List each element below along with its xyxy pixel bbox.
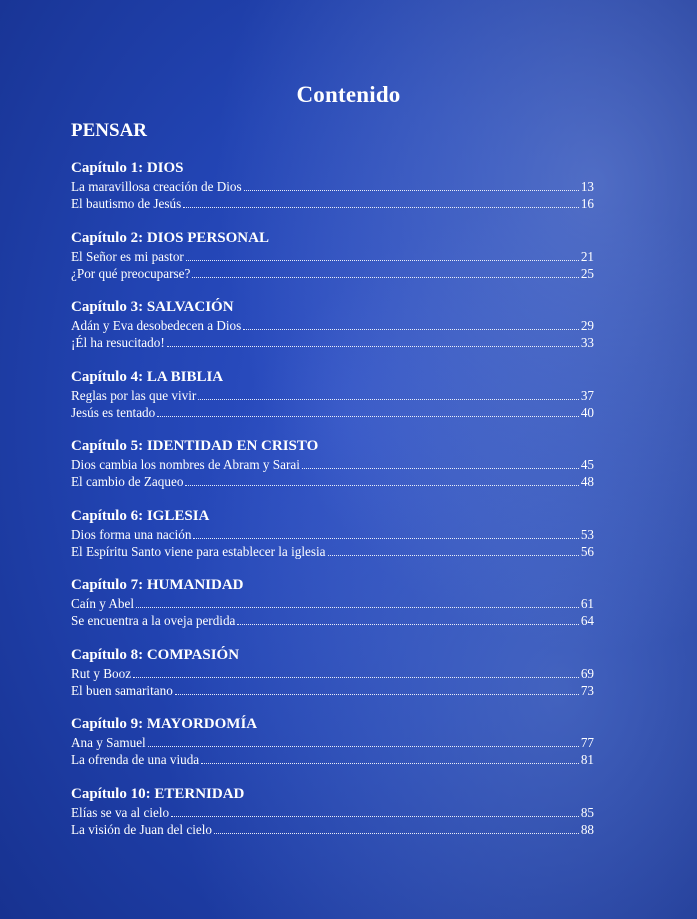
entry-page-number: 81 [580,752,594,767]
dot-leader [157,405,579,417]
dot-leader [183,196,579,208]
chapter-heading: Capítulo 9: MAYORDOMÍA [71,716,258,732]
chapter-heading: Capítulo 1: DIOS [71,160,184,176]
chapter-block [71,297,594,367]
entry-title: La maravillosa creación de Dios [71,179,242,194]
toc-entry [71,178,594,195]
chapter-block [71,575,594,645]
toc-entry [71,265,594,282]
dot-leader [167,335,579,347]
dot-leader [193,527,578,539]
entry-title: Elías se va al cielo [71,804,170,820]
dot-leader [136,596,579,608]
chapter-block [71,645,594,715]
chapter-block [71,436,594,506]
entry-title: Reglas por las que vivir [71,387,197,403]
chapter-heading: Capítulo 8: COMPASIÓN [71,646,240,663]
entry-page-number: 77 [580,735,594,750]
entry-title: Rut y Booz [71,665,132,681]
entry-title: Adán y Eva desobedecen a Dios [71,318,242,333]
page-title: Contenido [296,82,401,107]
dot-leader [133,666,579,678]
chapter-heading: Capítulo 2: DIOS PERSONAL [71,229,269,246]
toc-entry [71,682,594,699]
toc-entry [71,404,594,421]
dot-leader [244,179,579,191]
entry-page-number: 37 [580,387,594,403]
dot-leader [192,266,578,278]
toc-entry [71,804,594,821]
entry-page-number: 40 [580,404,594,420]
dot-leader [237,613,578,625]
toc-entry [71,195,594,212]
dot-leader [214,822,579,834]
toc-entry [71,387,594,404]
entry-title: El cambio de Zaqueo [71,474,184,489]
dot-leader [175,683,579,695]
toc-entry [71,612,594,629]
entry-title: ¿Por qué preocuparse? [71,265,191,281]
toc-entry [71,317,594,334]
entry-page-number: 33 [580,335,594,350]
entry-page-number: 85 [580,804,594,820]
entry-page-number: 73 [580,682,594,698]
section-heading: PENSAR [71,120,148,141]
entry-page-number: 25 [580,265,594,281]
dot-leader [243,318,579,330]
chapter-block [71,784,594,854]
entry-title: El Espíritu Santo viene para establecer la iglesia [71,543,326,559]
chapter-block [71,367,594,437]
entry-title: Dios cambia los nombres de Abram y Sarai [71,457,300,472]
dot-leader [198,388,579,400]
toc-entry [71,334,594,351]
entry-page-number: 48 [580,474,594,489]
toc-entry [71,248,594,265]
entry-page-number: 16 [580,196,594,211]
dot-leader [302,457,579,469]
chapter-heading: Capítulo 5: IDENTIDAD EN CRISTO [71,438,319,454]
toc-entry [71,543,594,560]
entry-page-number: 69 [580,665,594,681]
entry-page-number: 61 [580,596,594,611]
dot-leader [185,474,578,486]
toc-entry [71,456,594,473]
table-of-contents [71,158,594,853]
dot-leader [201,752,579,764]
dot-leader [171,805,579,817]
toc-entry [71,751,594,768]
entry-title: El bautismo de Jesús [71,196,182,211]
entry-title: El buen samaritano [71,682,173,698]
entry-page-number: 64 [580,613,594,628]
entry-page-number: 45 [580,457,594,472]
chapter-block [71,158,594,228]
toc-entry [71,526,594,543]
entry-page-number: 13 [580,179,594,194]
entry-page-number: 56 [580,543,594,559]
chapter-heading: Capítulo 7: HUMANIDAD [71,577,244,593]
toc-entry [71,473,594,490]
toc-entry [71,734,594,751]
entry-title: La visión de Juan del cielo [71,821,212,837]
entry-title: Ana y Samuel [71,735,146,750]
dot-leader [328,544,579,556]
entry-title: Se encuentra a la oveja perdida [71,613,236,628]
chapter-block [71,506,594,576]
chapter-heading: Capítulo 4: LA BIBLIA [71,368,224,385]
dot-leader [148,735,579,747]
chapter-heading: Capítulo 10: ETERNIDAD [71,785,245,802]
toc-entry [71,595,594,612]
entry-title: La ofrenda de una viuda [71,752,200,767]
chapter-block [71,714,594,784]
chapter-heading: Capítulo 6: IGLESIA [71,507,210,524]
entry-title: Caín y Abel [71,596,135,611]
entry-page-number: 53 [580,526,594,542]
dot-leader [186,249,579,261]
toc-entry [71,821,594,838]
entry-page-number: 29 [580,318,594,333]
toc-entry [71,665,594,682]
entry-title: ¡Él ha resucitado! [71,335,165,350]
entry-page-number: 21 [580,248,594,264]
entry-title: El Señor es mi pastor [71,248,184,264]
entry-page-number: 88 [580,821,594,837]
chapter-heading: Capítulo 3: SALVACIÓN [71,299,234,315]
chapter-block [71,228,594,298]
entry-title: Jesús es tentado [71,404,156,420]
entry-title: Dios forma una nación [71,526,192,542]
